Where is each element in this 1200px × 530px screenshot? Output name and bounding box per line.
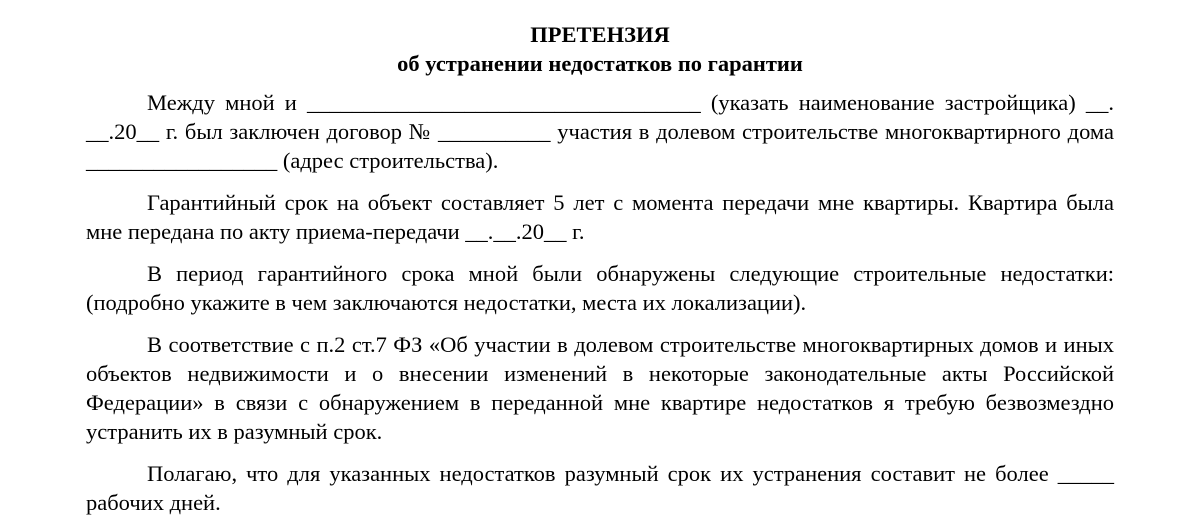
document-subtitle: об устранении недостатков по гарантии	[397, 51, 803, 76]
document-page	[86, 20, 1114, 530]
paragraph-legal-demand: В соответствие с п.2 ст.7 ФЗ «Об участии в долевом строительстве многоквартирных домов и иных объектов недвижимости и о внесении изменений в некоторые законодательные акты Российской Федерации» в связи с обнаружением в переданной мне квартире недостатков я требую безвозмездно устранить их в разумный срок.	[86, 332, 1114, 444]
document-title: ПРЕТЕНЗИЯ	[530, 22, 670, 47]
paragraph-contract: Между мной и ___________________________________ (указать наименование застройщика) __. __.20__ г. был заключен договор № __________ участия в долевом строительстве многоквартирного дома _________________ (адрес строительства).	[86, 90, 1114, 173]
paragraph-reasonable-term: Полагаю, что для указанных недостатков разумный срок их устранения составит не более _____ рабочих дней.	[86, 461, 1114, 515]
paragraph-defects-found: В период гарантийного срока мной были обнаружены следующие строительные недостатки: (подробно укажите в чем заключаются недостатки, места их локализации).	[86, 261, 1114, 315]
paragraph-warranty-term: Гарантийный срок на объект составляет 5 лет с момента передачи мне квартиры. Квартира была мне передана по акту приема-передачи __.__.20__ г.	[86, 190, 1114, 244]
